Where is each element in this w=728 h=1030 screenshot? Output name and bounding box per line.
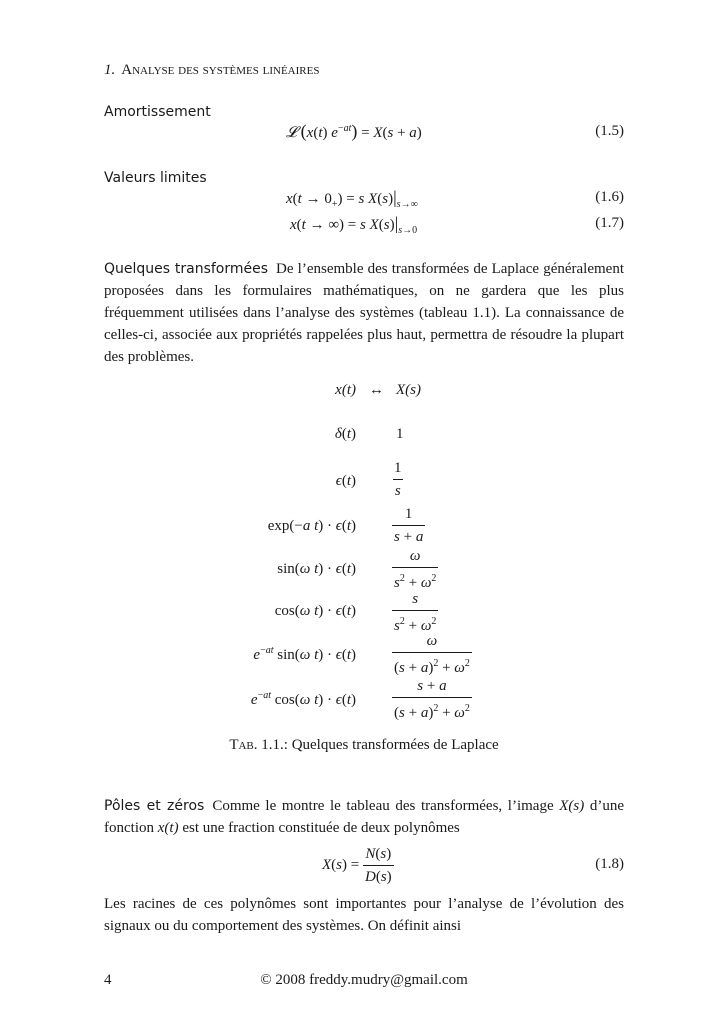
table-row-left: sin(ω t) · ϵ(t) [277, 561, 356, 577]
equation-number-1-5: (1.5) [595, 123, 624, 139]
paragraph-quelques-transformees [104, 258, 624, 368]
table-row-left: $e^{-at}$ sin(ω t) · ϵ(t) [253, 645, 356, 663]
table-row-left: $e^{-at}$ cos(ω t) · ϵ(t) [250, 690, 356, 708]
table-head-arrow: ↔ [369, 382, 384, 398]
section-valeurs-limites: Valeurs limites [104, 170, 207, 186]
table-caption-text: Quelques transformées de Laplace [291, 737, 499, 753]
paragraph-text-poles-3: est une fraction constituée de deux polynômes [182, 820, 460, 836]
paragraph-text-transformees: De l’ensemble des transformées de Laplace généralement proposées dans les formulaires mathématiques, on ne gardera que les plus fréquemment utilisées dans l’analyse des systèmes (tableau 1.1). La connaissance de celles-ci, associée aux propriétés rappelées plus haut, permettra de résoudre la plupart des problèmes. [104, 261, 624, 365]
table-row-right: $\frac{\omega}{s^2 + \omega^2}$ [394, 548, 437, 591]
table-row-left: cos(ω t) · ϵ(t) [274, 603, 356, 619]
table-head-left: x(t) [335, 382, 356, 398]
running-header [104, 62, 319, 79]
chapter-number: 1. [104, 62, 116, 78]
equation-number-1-7: (1.7) [595, 215, 624, 231]
table-row-left: δ(t) [334, 426, 356, 442]
symbol-image: X(s) [559, 798, 585, 814]
paragraph-text-poles-1: Comme le montre le tableau des transformées, l’image [212, 798, 554, 814]
table-row-right: $\frac{1}{s}$ [394, 460, 402, 499]
section-amortissement: Amortissement [104, 104, 211, 120]
paragraph-poles-zeros [104, 795, 624, 839]
footer-copyright: © 2008 freddy.mudry@gmail.com [260, 972, 468, 988]
table-caption [0, 737, 728, 754]
equation-1-6: $x(t \to 0_+) = s$ $X(s)|_{s\to\infty}$ [286, 187, 418, 210]
table-row-left: exp(−a t) · ϵ(t) [267, 518, 356, 534]
table-caption-tag: Tab. 1.1.: [229, 737, 288, 753]
symbol-function: x(t) [157, 820, 179, 836]
paragraph-text-poles-2: d’une fonction [104, 798, 625, 836]
paragraph-lead-poles: Pôles et zéros [104, 798, 205, 814]
table-row-right: 1 [396, 426, 404, 442]
equation-1-8: X(s) = $\frac{N(s)}{D(s)}$ [322, 846, 392, 885]
equation-1-5: 𝓛 (x(t) $e^{-at}) = X(s + a)$ [286, 121, 422, 141]
chapter-title: Analyse des systèmes linéaires [121, 62, 320, 78]
page-number: 4 [104, 972, 112, 988]
equation-number-1-6: (1.6) [595, 189, 624, 205]
table-row-right: $\frac{s + a}{(s + a)^2 + \omega^2}$ [394, 678, 470, 721]
equation-1-7: x(t → ∞) = s $X(s)|_{s\to 0}$ [290, 213, 418, 236]
paragraph-racines: Les racines de ces polynômes sont importantes pour l’analyse de l’évolution des signaux ou du comportement des systèmes. On définit ainsi [104, 896, 624, 934]
table-row-right: $\frac{s}{s^2 + \omega^2}$ [394, 591, 437, 634]
table-row-right: $\frac{\omega}{(s + a)^2 + \omega^2}$ [394, 633, 470, 676]
paragraph-lead-transformees: Quelques transformées [104, 261, 269, 277]
table-row-left: ϵ(t) [335, 473, 356, 489]
table-row-right: $\frac{1}{s + a}$ [394, 506, 424, 545]
equation-number-1-8: (1.8) [595, 856, 624, 872]
table-head-right: X(s) [396, 382, 421, 398]
